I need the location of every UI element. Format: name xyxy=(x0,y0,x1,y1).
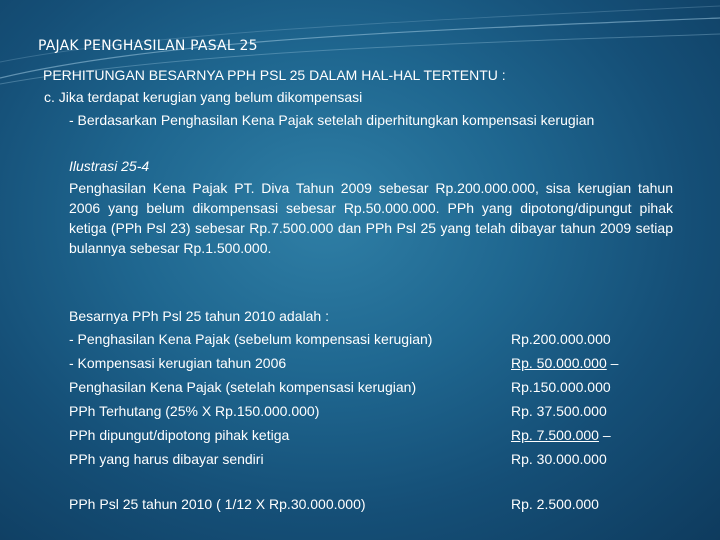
calc-row-amount: Rp.150.000.000 xyxy=(511,379,611,395)
section-heading: PERHITUNGAN BESARNYA PPH PSL 25 DALAM HAL-HAL TERTENTU : xyxy=(43,67,506,83)
illustration-title: Ilustrasi 25-4 xyxy=(69,158,150,174)
calc-row-label: Penghasilan Kena Pajak (setelah kompensasi kerugian) xyxy=(69,379,417,395)
calc-row xyxy=(69,403,649,423)
calculation-intro: Besarnya PPh Psl 25 tahun 2010 adalah : xyxy=(69,308,329,324)
calc-row-label: - Kompensasi kerugian tahun 2006 xyxy=(69,355,287,371)
calc-row-amount: Rp. 2.500.000 xyxy=(511,496,599,512)
calc-row-amount: Rp. 7.500.000 – xyxy=(511,427,611,443)
calc-row-amount: Rp. 37.500.000 xyxy=(511,403,607,419)
calc-row-label: PPh dipungut/dipotong pihak ketiga xyxy=(69,427,290,443)
calc-row xyxy=(69,496,649,516)
calc-row-label: PPh yang harus dibayar sendiri xyxy=(69,451,264,467)
calc-row xyxy=(69,427,649,447)
calc-row xyxy=(69,451,649,471)
calc-row xyxy=(69,355,649,375)
slide-title: PAJAK PENGHASILAN PASAL 25 xyxy=(38,38,258,54)
calc-row-amount: Rp. 50.000.000 – xyxy=(511,355,619,371)
illustration-text: Penghasilan Kena Pajak PT. Diva Tahun 2009 sebesar Rp.200.000.000, sisa kerugian tahun 2006 yang belum dikompensasi sebesar Rp.50.000.000. PPh yang dipotong/dipungut pihak ketiga (PPh Psl 23) sebesar Rp.7.500.000 dan PPh Psl 25 yang telah dibayar tahun 2009 setiap bulannya sebesar Rp.1.500.000. xyxy=(69,180,673,256)
point-c: c. Jika terdapat kerugian yang belum dikompensasi xyxy=(44,89,363,105)
calc-row xyxy=(69,379,649,399)
calc-row-label: PPh Psl 25 tahun 2010 ( 1/12 X Rp.30.000.000) xyxy=(69,496,366,512)
sub-point: - Berdasarkan Penghasilan Kena Pajak setelah diperhitungkan kompensasi kerugian xyxy=(69,112,595,128)
calc-row-label: - Penghasilan Kena Pajak (sebelum kompensasi kerugian) xyxy=(69,331,433,347)
calc-row-amount: Rp. 30.000.000 xyxy=(511,451,607,467)
calc-row-amount: Rp.200.000.000 xyxy=(511,331,611,347)
calc-row-label: PPh Terhutang (25% X Rp.150.000.000) xyxy=(69,403,320,419)
calc-row xyxy=(69,331,649,351)
